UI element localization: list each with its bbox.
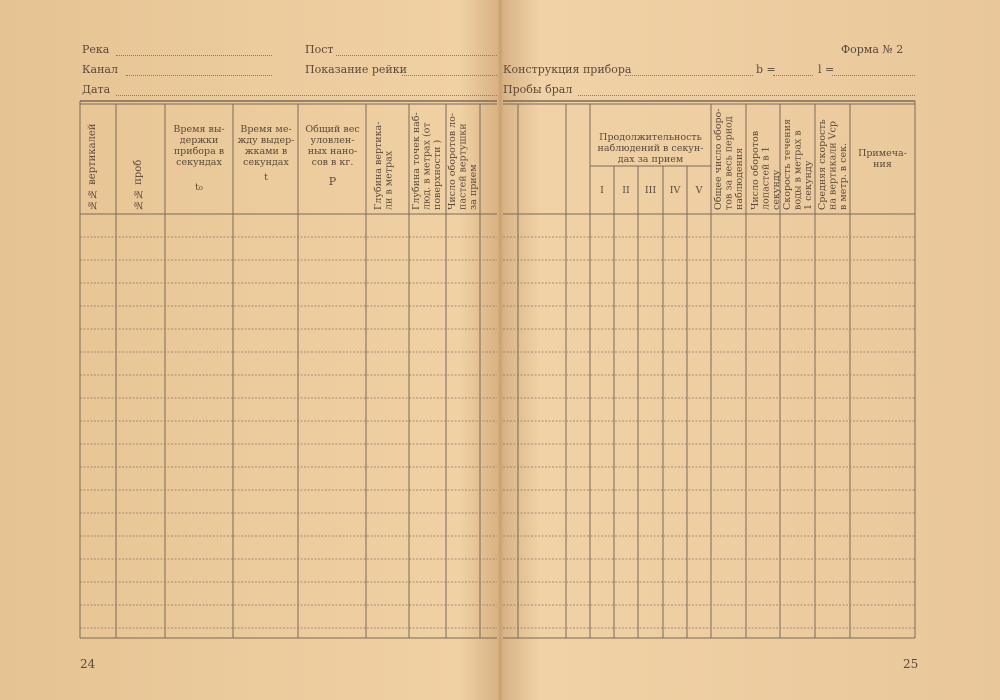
header-total-weight-symbol: P bbox=[328, 175, 337, 188]
header-total-weight: Общий вес уловлен- ных нано- сов в кг. bbox=[305, 124, 360, 168]
header-turns: Число оборотов ло- пастей вертушки за прием bbox=[447, 112, 479, 210]
header-sub-4: IV bbox=[669, 185, 681, 196]
left-table-grid bbox=[0, 0, 497, 700]
l-label: l = bbox=[818, 63, 835, 76]
header-total-turns: Общее число оборо- тов за весь период наблюдения bbox=[713, 108, 745, 210]
header-time-between: Время ме- жду выдер- жками в секундах bbox=[237, 124, 295, 168]
reka-label: Река bbox=[82, 43, 110, 56]
proby-bral-label: Пробы брал bbox=[503, 83, 573, 96]
header-notes: Примеча- ния bbox=[858, 148, 907, 170]
header-flow-speed: Скорость течения воды в метрах в 1 секунду bbox=[782, 119, 814, 210]
page-number-right: 25 bbox=[903, 657, 919, 671]
header-point-depth: Глубина точек наб- люд. в метрах (от поверхности ) bbox=[411, 112, 443, 210]
header-time-hold: Время вы- держки прибора в секундах bbox=[173, 124, 225, 168]
header-sub-5: V bbox=[695, 185, 703, 196]
header-depth: Глубина вертика- ли в метрах bbox=[373, 121, 395, 210]
header-time-between-symbol: t bbox=[264, 172, 268, 183]
right-page bbox=[503, 0, 1000, 700]
data-label: Дата bbox=[82, 83, 111, 96]
header-duration: Продолжительность наблюдений в секун- дах за прием bbox=[597, 132, 704, 165]
right-table-grid bbox=[503, 0, 1000, 700]
header-sub-2: II bbox=[622, 185, 630, 196]
konstrukciya-label: Конструкция прибора bbox=[503, 63, 632, 76]
header-proba-no: №№ проб bbox=[133, 159, 144, 210]
kanal-label: Канал bbox=[82, 63, 118, 76]
b-label: b = bbox=[756, 63, 776, 76]
header-time-hold-symbol: t₀ bbox=[195, 182, 203, 193]
header-sub-1: I bbox=[600, 185, 604, 196]
forma-label: Форма № 2 bbox=[841, 43, 904, 56]
page-number-left: 24 bbox=[80, 657, 96, 671]
header-turns-per-sec: Число оборотов лопастей в 1 секунду bbox=[750, 130, 782, 210]
left-page bbox=[0, 0, 497, 700]
header-avg-speed: Средняя скорость на вертикали Vср в метр. в сек. bbox=[817, 119, 849, 210]
header-vertical-no: №№ вертикалей bbox=[87, 123, 98, 210]
pokazanie-label: Показание рейки bbox=[305, 63, 407, 76]
post-label: Пост bbox=[305, 43, 334, 56]
header-sub-3: III bbox=[644, 185, 657, 196]
